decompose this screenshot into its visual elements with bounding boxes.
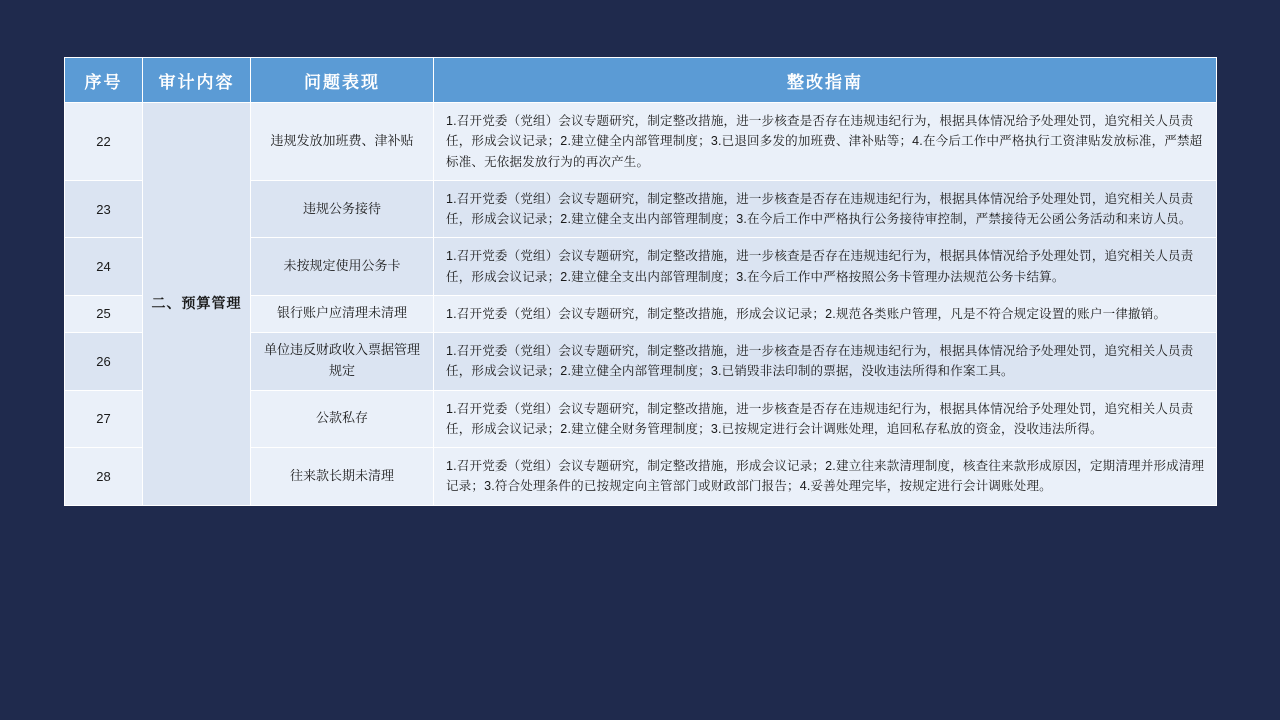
- table-row: [65, 103, 1217, 181]
- cell-seq: 23: [65, 180, 143, 238]
- cell-guide: 1.召开党委（党组）会议专题研究，制定整改措施，进一步核查是否存在违规违纪行为，根据具体情况给予处理处罚，追究相关人员责任，形成会议记录；2.建立健全内部管理制度；3.已退回多发的加班费、津补贴等；4.在今后工作中严格执行工资津贴发放标准，严禁超标准、无依据发放行为的再次产生。: [434, 103, 1217, 181]
- cell-seq: 26: [65, 333, 143, 391]
- cell-issue: 未按规定使用公务卡: [251, 238, 434, 296]
- cell-guide: 1.召开党委（党组）会议专题研究，制定整改措施，进一步核查是否存在违规违纪行为，根据具体情况给予处理处罚，追究相关人员责任，形成会议记录；2.建立健全支出内部管理制度；3.在今后工作中严格执行公务接待审控制，严禁接待无公函公务活动和来访人员。: [434, 180, 1217, 238]
- header-cell-issue: 问题表现: [251, 58, 434, 103]
- cell-issue: 公款私存: [251, 390, 434, 448]
- header-cell-seq: 序号: [65, 58, 143, 103]
- audit-table: [64, 57, 1217, 506]
- cell-guide: 1.召开党委（党组）会议专题研究，制定整改措施，形成会议记录；2.建立往来款清理制度，核查往来款形成原因，定期清理并形成清理记录；3.符合处理条件的已按规定向主管部门或财政部门报告；4.妥善处理完毕，按规定进行会计调账处理。: [434, 448, 1217, 506]
- cell-guide: 1.召开党委（党组）会议专题研究，制定整改措施，进一步核查是否存在违规违纪行为，根据具体情况给予处理处罚，追究相关人员责任，形成会议记录；2.建立健全支出内部管理制度；3.在今后工作中严格按照公务卡管理办法规范公务卡结算。: [434, 238, 1217, 296]
- cell-seq: 22: [65, 103, 143, 181]
- cell-issue: 违规公务接待: [251, 180, 434, 238]
- header-cell-guide: 整改指南: [434, 58, 1217, 103]
- cell-issue: 银行账户应清理未清理: [251, 295, 434, 332]
- cell-seq: 25: [65, 295, 143, 332]
- header-cell-content: 审计内容: [143, 58, 251, 103]
- cell-guide: 1.召开党委（党组）会议专题研究，制定整改措施，进一步核查是否存在违规违纪行为，根据具体情况给予处理处罚，追究相关人员责任，形成会议记录；2.建立健全内部管理制度；3.已销毁非法印制的票据，没收违法所得和作案工具。: [434, 333, 1217, 391]
- table-header: [65, 58, 1217, 103]
- cell-guide: 1.召开党委（党组）会议专题研究，制定整改措施，进一步核查是否存在违规违纪行为，根据具体情况给予处理处罚，追究相关人员责任，形成会议记录；2.建立健全财务管理制度；3.已按规定进行会计调账处理，追回私存私放的资金，没收违法所得。: [434, 390, 1217, 448]
- cell-guide: 1.召开党委（党组）会议专题研究，制定整改措施，形成会议记录；2.规范各类账户管理，凡是不符合规定设置的账户一律撤销。: [434, 295, 1217, 332]
- header-row: [65, 58, 1217, 103]
- cell-seq: 28: [65, 448, 143, 506]
- cell-issue: 单位违反财政收入票据管理规定: [251, 333, 434, 391]
- table-container: [64, 57, 1216, 506]
- table-body: [65, 103, 1217, 506]
- cell-issue: 违规发放加班费、津补贴: [251, 103, 434, 181]
- cell-seq: 24: [65, 238, 143, 296]
- cell-seq: 27: [65, 390, 143, 448]
- cell-issue: 往来款长期未清理: [251, 448, 434, 506]
- cell-category: 二、预算管理: [143, 103, 251, 506]
